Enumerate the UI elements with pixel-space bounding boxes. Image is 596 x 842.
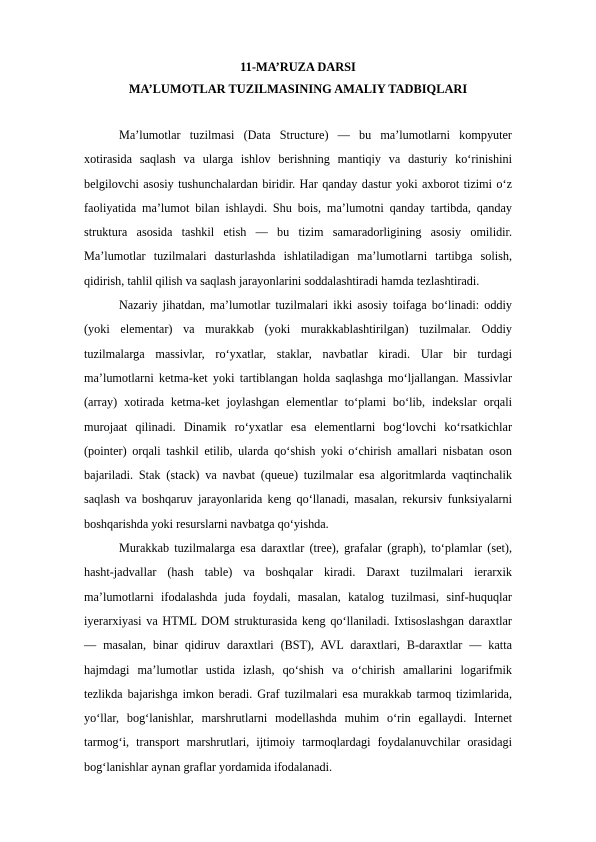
paragraph-definition: Ma’lumotlar tuzilmasi (Data Structure) — bu ma’lumotlarni kompyuter xotirasida saqlash va ularga ishlov berishning mantiqiy va dasturiy ko‘rinishini belgilovchi asosiy tushunchalardan biridir. Har qanday dastur yoki axborot tizimi o‘z faoliyatida ma’lumot bilan ishlaydi. Shu bois, ma’lumotni qanday tartibda, qanday struktura asosida tashkil etish — bu tizim samaradorligining asosiy omilidir. Ma’lumotlar tuzilmalari dasturlashda ishlatiladigan ma’lumotlarni tartibga solish, qidirish, tahlil qilish va saqlash jarayonlarini soddalashtiradi hamda tezlashtiradi. [84,128,512,288]
paragraph-simple-structures: Nazariy jihatdan, ma’lumotlar tuzilmalari ikki asosiy toifaga bo‘linadi: oddiy (yoki elementar) va murakkab (yoki murakkablashtirilgan) tuzilmalar. Oddiy tuzilmalarga massivlar, ro‘yxatlar, staklar, navbatlar kiradi. Ular bir turdagi ma’lumotlarni ketma-ket yoki tartiblangan holda saqlashga mo‘ljallangan. Massivlar (array) xotirada ketma-ket joylashgan elementlar to‘plami bo‘lib, indekslar orqali murojaat qilinadi. Dinamik ro‘yxatlar esa elementlarni bog‘lovchi ko‘rsatkichlar (pointer) orqali tashkil etilib, ularda qo‘shish yoki o‘chirish amallari nisbatan oson bajariladi. Stak (stack) va navbat (queue) tuzilmalar esa algoritmlarda vaqtinchalik saqlash va boshqaruv jarayonlarida keng qo‘llanadi, masalan, rekursiv funksiyalarni boshqarishda yoki resurslarni navbatga qo‘yishda. [84,298,512,531]
document-body [84,123,512,779]
lecture-number-heading: 11-MA’RUZA DARSI [240,60,356,74]
paragraph-complex-structures: Murakkab tuzilmalarga esa daraxtlar (tree), grafalar (graph), to‘plamlar (set), hasht-jadvallar (hash table) va boshqalar kiradi. Daraxt tuzilmalari ierarxik ma’lumotlarni ifodalashda juda foydali, masalan, katalog tuzilmasi, sinf-huquqlar iyerarxiyasi va HTML DOM strukturasida keng qo‘llaniladi. Ixtisoslashgan daraxtlar — masalan, binar qidiruv daraxtlari (BST), AVL daraxtlari, B-daraxtlar — katta hajmdagi ma’lumotlar ustida izlash, qo‘shish va o‘chirish amallarini logarifmik tezlikda bajarishga imkon beradi. Graf tuzilmalari esa murakkab tarmoq tizimlarida, yo‘llar, bog‘lanishlar, marshrutlarni modellashda muhim o‘rin egallaydi. Internet tarmog‘i, transport marshrutlari, ijtimoiy tarmoqlardagi foydalanuvchilar orasidagi bog‘lanishlar aynan graflar yordamida ifodalanadi. [84,541,512,774]
lecture-title-heading: MA’LUMOTLAR TUZILMASINING AMALIY TADBIQLARI [128,82,468,96]
